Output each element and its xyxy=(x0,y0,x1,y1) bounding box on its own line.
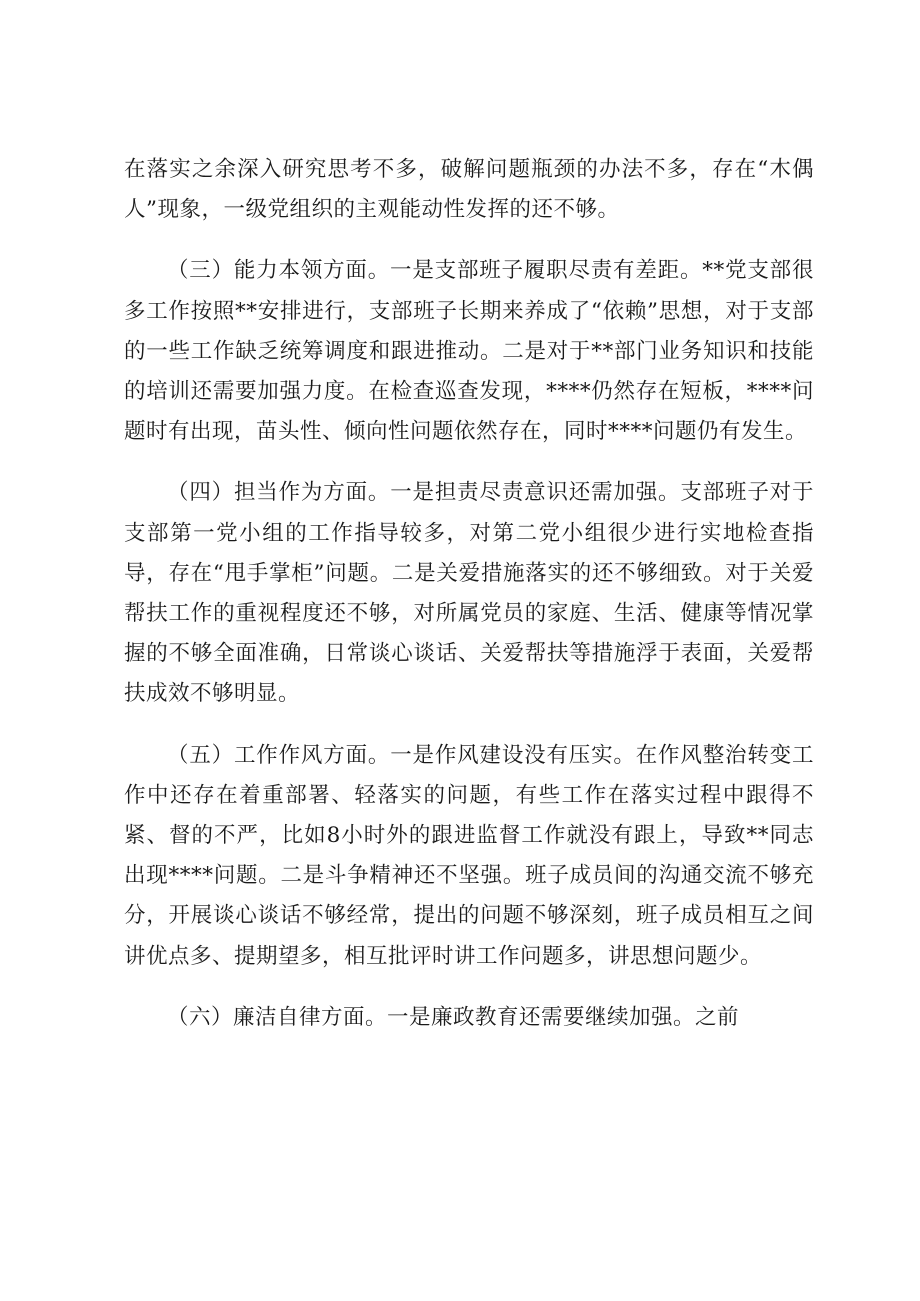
paragraph-responsibility: （四）担当作为方面。一是担责尽责意识还需加强。支部班子对于支部第一党小组的工作指导较多，对第二党小组很少进行实地检查指导，存在“甩手掌柜”问题。二是关爱措施落实的还不够细致。对于关爱帮扶工作的重视程度还不够，对所属党员的家庭、生活、健康等情况掌握的不够全面准确，日常谈心谈话、关爱帮扶等措施浮于表面，关爱帮扶成效不够明显。 xyxy=(124,480,814,707)
paragraph-work-style: （五）工作作风方面。一是作风建设没有压实。在作风整治转变工作中还存在着重部署、轻落实的问题，有些工作在落实过程中跟得不紧、督的不严，比如8小时外的跟进监督工作就没有跟上，导致**同志出现****问题。二是斗争精神还不坚强。班子成员间的沟通交流不够充分，开展谈心谈话不够经常，提出的问题不够深刻，班子成员相互之间讲优点多、提期望多，相互批评时讲工作问题多，讲思想问题少。 xyxy=(124,742,814,969)
document-body xyxy=(124,150,814,1059)
paragraph-integrity: （六）廉洁自律方面。一是廉政教育还需要继续加强。之前 xyxy=(167,1004,740,1030)
paragraph-ability: （三）能力本领方面。一是支部班子履职尽责有差距。**党支部很多工作按照**安排进行，支部班子长期来养成了“依赖”思想，对于支部的一些工作缺乏统筹调度和跟进推动。二是对于**部门业务知识和技能的培训还需要加强力度。在检查巡查发现，****仍然存在短板，****问题时有出现，苗头性、倾向性问题依然存在，同时****问题仍有发生。 xyxy=(124,258,814,445)
paragraph-continuation: 在落实之余深入研究思考不多，破解问题瓶颈的办法不多，存在“木偶人”现象，一级党组织的主观能动性发挥的还不够。 xyxy=(124,157,814,223)
